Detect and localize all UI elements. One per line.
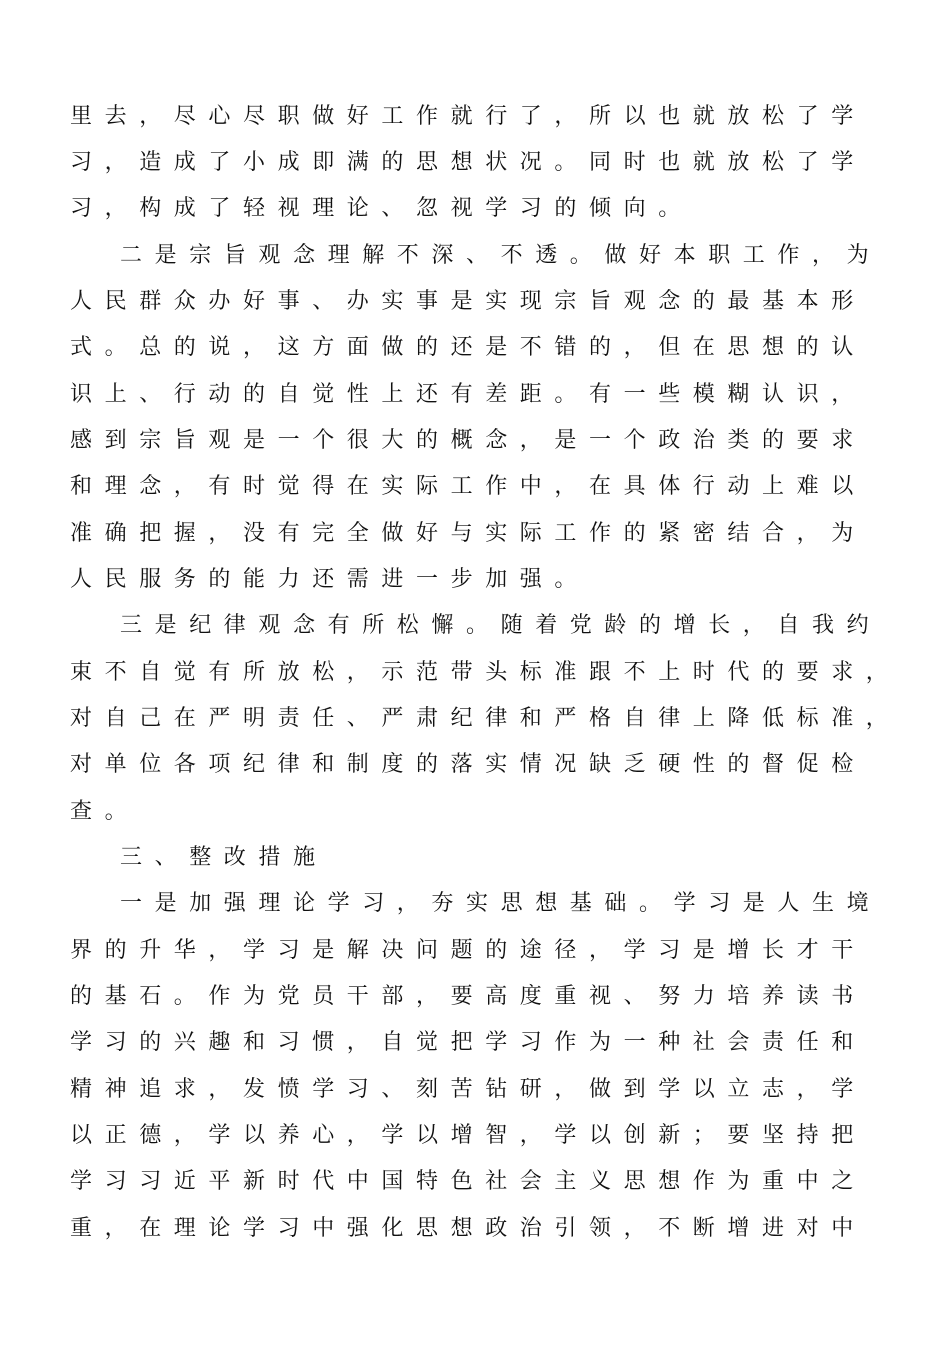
text-line: 学习习近平新时代中国特色社会主义思想作为重中之 bbox=[70, 1169, 866, 1194]
text-line: 的基石。作为党员干部，要高度重视、努力培养读书 bbox=[70, 984, 866, 1009]
text-line: 感到宗旨观是一个很大的概念，是一个政治类的要求 bbox=[70, 428, 866, 453]
paragraph-start-line: 一是加强理论学习，夯实思想基础。学习是人生境 bbox=[120, 891, 882, 916]
text-line: 习，造成了小成即满的思想状况。同时也就放松了学 bbox=[70, 150, 866, 175]
text-line: 人民服务的能力还需进一步加强。 bbox=[70, 567, 590, 592]
section-heading: 三、整改措施 bbox=[120, 845, 328, 870]
text-line: 里去，尽心尽职做好工作就行了，所以也就放松了学 bbox=[70, 104, 866, 129]
text-line: 重，在理论学习中强化思想政治引领，不断增进对中 bbox=[70, 1216, 866, 1241]
text-line: 对单位各项纪律和制度的落实情况缺乏硬性的督促检 bbox=[70, 752, 866, 777]
paragraph-start-line: 三是纪律观念有所松懈。随着党龄的增长，自我约 bbox=[120, 613, 882, 638]
text-line: 对自己在严明责任、严肃纪律和严格自律上降低标准， bbox=[70, 706, 901, 731]
text-line: 束不自觉有所放松，示范带头标准跟不上时代的要求， bbox=[70, 660, 901, 685]
text-line: 界的升华，学习是解决问题的途径，学习是增长才干 bbox=[70, 938, 866, 963]
text-line: 和理念，有时觉得在实际工作中，在具体行动上难以 bbox=[70, 474, 866, 499]
paragraph-start-line: 二是宗旨观念理解不深、不透。做好本职工作，为 bbox=[120, 243, 882, 268]
text-line: 查。 bbox=[70, 799, 140, 824]
text-line: 人民群众办好事、办实事是实现宗旨观念的最基本形 bbox=[70, 289, 866, 314]
text-line: 学习的兴趣和习惯，自觉把学习作为一种社会责任和 bbox=[70, 1030, 866, 1055]
text-line: 习，构成了轻视理论、忽视学习的倾向。 bbox=[70, 196, 693, 221]
text-line: 精神追求，发愤学习、刻苦钻研，做到学以立志，学 bbox=[70, 1077, 866, 1102]
text-line: 式。总的说，这方面做的还是不错的，但在思想的认 bbox=[70, 335, 866, 360]
text-line: 以正德，学以养心，学以增智，学以创新；要坚持把 bbox=[70, 1123, 866, 1148]
text-line: 识上、行动的自觉性上还有差距。有一些模糊认识， bbox=[70, 382, 866, 407]
text-line: 准确把握，没有完全做好与实际工作的紧密结合，为 bbox=[70, 521, 866, 546]
